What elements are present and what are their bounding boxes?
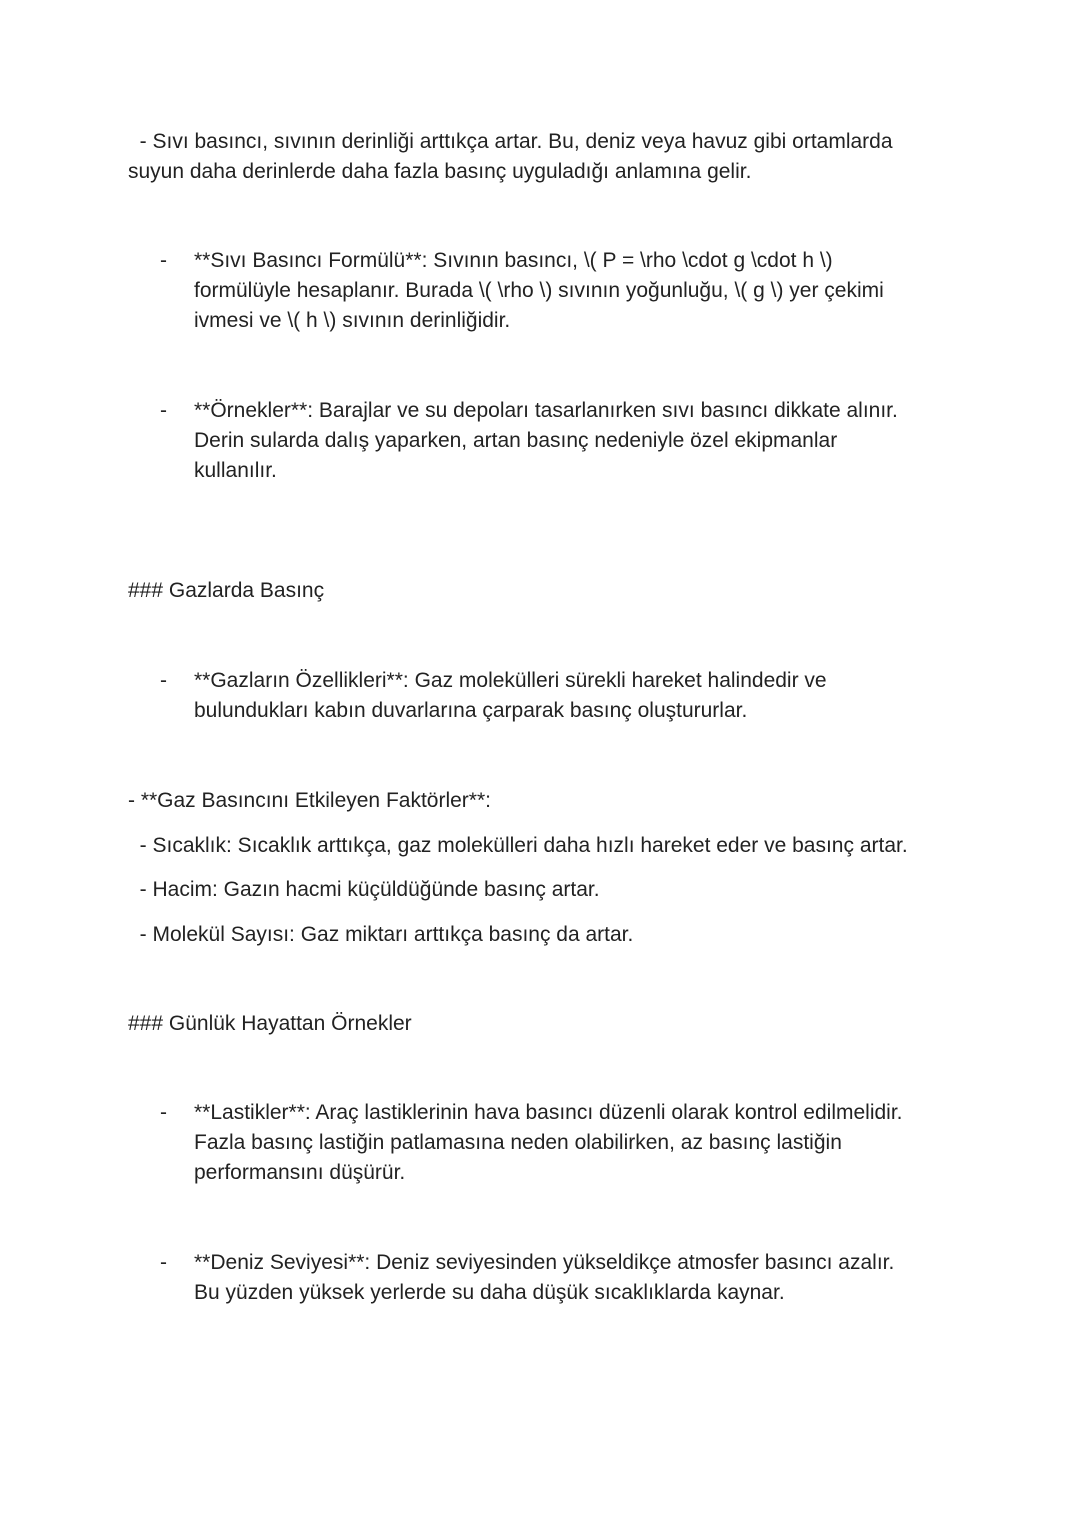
factor-item: - Hacim: Gazın hacmi küçüldüğünde basınç artar.: [128, 878, 600, 901]
heading-text: ### Günlük Hayattan Örnekler: [128, 1012, 412, 1035]
list-item-line: Bu yüzden yüksek yerlerde su daha düşük sıcaklıklarda kaynar.: [194, 1281, 785, 1304]
list-item-line: performansını düşürür.: [194, 1161, 406, 1184]
heading-text: ### Gazlarda Basınç: [128, 579, 325, 602]
factor-item: - Sıcaklık: Sıcaklık arttıkça, gaz molekülleri daha hızlı hareket eder ve basınç artar.: [128, 834, 908, 857]
factors-title: - **Gaz Basıncını Etkileyen Faktörler**:: [128, 789, 491, 812]
list-item-line: **Deniz Seviyesi**: Deniz seviyesinden yükseldikçe atmosfer basıncı azalır.: [194, 1251, 895, 1274]
factor-item: - Molekül Sayısı: Gaz miktarı arttıkça basınç da artar.: [128, 923, 634, 946]
intro-line: - Sıvı basıncı, sıvının derinliği arttıkça artar. Bu, deniz veya havuz gibi ortamlarda: [128, 130, 893, 153]
list-item-line: kullanılır.: [194, 459, 277, 482]
list-item-line: **Gazların Özellikleri**: Gaz molekülleri sürekli hareket halindedir ve: [194, 669, 827, 692]
list-item-line: Derin sularda dalış yaparken, artan basınç nedeniyle özel ekipmanlar: [194, 429, 838, 452]
bullet-dash: -: [160, 1251, 167, 1274]
bullet-dash: -: [160, 669, 167, 692]
list-item-line: **Örnekler**: Barajlar ve su depoları tasarlanırken sıvı basıncı dikkate alınır.: [194, 399, 898, 422]
list-item-line: ivmesi ve \( h \) sıvının derinliğidir.: [194, 309, 511, 332]
list-item-line: bulundukları kabın duvarlarına çarparak basınç oluştururlar.: [194, 699, 748, 722]
bullet-dash: -: [160, 399, 167, 422]
bullet-dash: -: [160, 249, 167, 272]
list-item-line: **Lastikler**: Araç lastiklerinin hava basıncı düzenli olarak kontrol edilmelidir.: [194, 1101, 903, 1124]
intro-line: suyun daha derinlerde daha fazla basınç uyguladığı anlamına gelir.: [128, 160, 752, 183]
list-item-line: Fazla basınç lastiğin patlamasına neden olabilirken, az basınç lastiğin: [194, 1131, 842, 1154]
bullet-dash: -: [160, 1101, 167, 1124]
list-item-line: **Sıvı Basıncı Formülü**: Sıvının basıncı, \( P = \rho \cdot g \cdot h \): [194, 249, 833, 272]
list-item-line: formülüyle hesaplanır. Burada \( \rho \) sıvının yoğunluğu, \( g \) yer çekimi: [194, 279, 884, 302]
